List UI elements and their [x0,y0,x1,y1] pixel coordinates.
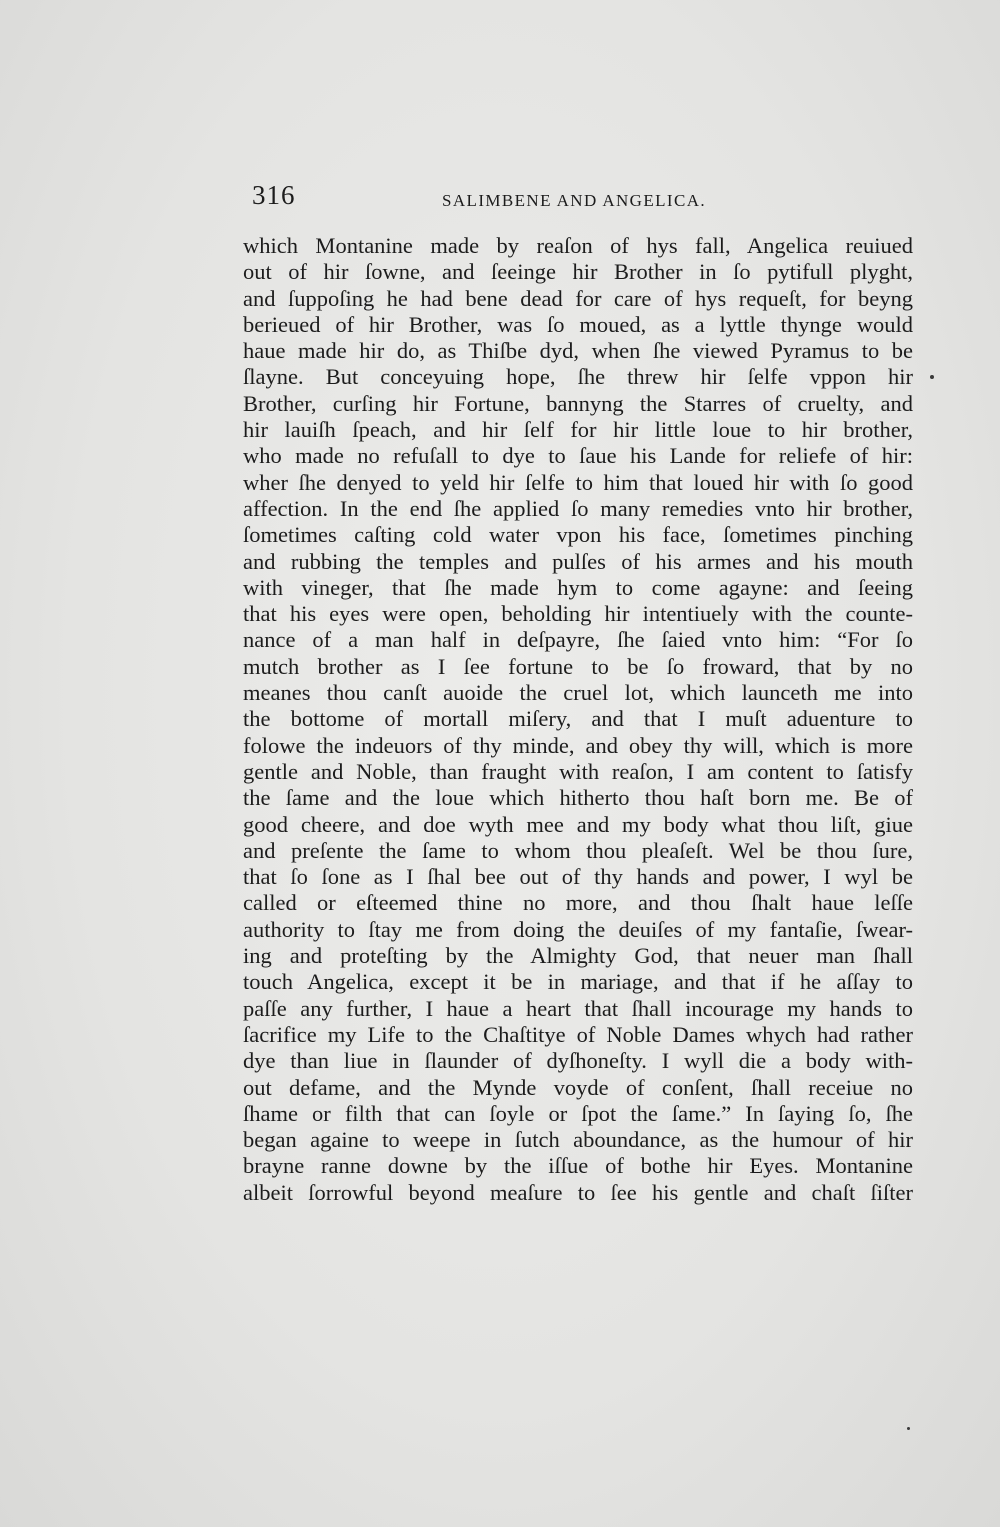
text-line: authority to ſtay me from doing the deuiſes of my fantaſie, ſwear- [243,916,913,942]
text-line: called or eſteemed thine no more, and thou ſhalt haue leſſe [243,890,913,916]
text-line: touch Angelica, except it be in mariage, and that if he aſſay to [243,969,913,995]
text-line: the bottome of mortall miſery, and that I muſt aduenture to [243,706,913,732]
text-line: gentle and Noble, than fraught with reaſon, I am content to ſatisfy [243,758,913,784]
text-line: which Montanine made by reaſon of hys fall, Angelica reuiued [243,233,913,258]
text-line: albeit ſorrowful beyond meaſure to ſee his gentle and chaſt ſiſter [243,1179,913,1205]
text-line: and preſente the ſame to whom thou pleaſeſt. Wel be thou ſure, [243,837,913,863]
text-line: nance of a man half in deſpayre, ſhe ſaied vnto him: “For ſo [243,627,913,653]
text-line: paſſe any further, I haue a heart that ſhall incourage my hands to [243,995,913,1021]
text-line: Brother, curſing hir Fortune, bannyng the Starres of cruelty, and [243,390,913,416]
text-line: dye than liue in ſlaunder of dyſhoneſty. I wyll die a body with- [243,1048,913,1074]
page-header [252,180,912,220]
text-line: and rubbing the temples and pulſes of his armes and his mouth [243,548,913,574]
text-line: berieued of hir Brother, was ſo moued, as a lyttle thynge would [243,311,913,337]
text-line: out of hir ſowne, and ſeeinge hir Brother in ſo pytifull plyght, [243,259,913,285]
text-line: meanes thou canſt auoide the cruel lot, which launceth me into [243,680,913,706]
text-line: who made no refuſall to dye to ſaue his Lande for reliefe of hir: [243,443,913,469]
text-line: folowe the indeuors of thy minde, and obey thy will, which is more [243,732,913,758]
text-line: wher ſhe denyed to yeld hir ſelfe to him that loued hir with ſo good [243,469,913,495]
text-line: ſacrifice my Life to the Chaſtitye of Noble Dames whych had rather [243,1021,913,1047]
text-line: mutch brother as I ſee fortune to be ſo froward, that by no [243,653,913,679]
page-number: 316 [252,180,296,210]
text-line: ing and proteſting by the Almighty God, that neuer man ſhall [243,943,913,969]
text-line: ſometimes caſting cold water vpon his face, ſometimes pinching [243,522,913,548]
text-line: hir lauiſh ſpeach, and hir ſelf for hir little loue to hir brother, [243,417,913,443]
text-line: with vineger, that ſhe made hym to come agayne: and ſeeing [243,574,913,600]
ink-speck [907,1427,910,1430]
text-line: that his eyes were open, beholding hir intentiuely with the counte- [243,601,913,627]
text-line: ſlayne. But conceyuing hope, ſhe threw hir ſelfe vppon hir [243,364,913,390]
text-line: began againe to weepe in ſutch aboundance, as the humour of hir [243,1127,913,1153]
text-line: and ſuppoſing he had bene dead for care of hys requeſt, for beyng [243,285,913,311]
text-line: that ſo ſone as I ſhal bee out of thy hands and power, I wyl be [243,864,913,890]
text-line: the ſame and the loue which hitherto thou haſt born me. Be of [243,785,913,811]
ink-speck [930,375,934,379]
text-line: out defame, and the Mynde voyde of conſent, ſhall receiue no [243,1074,913,1100]
text-line: good cheere, and doe wyth mee and my body what thou liſt, giue [243,811,913,837]
text-line: affection. In the end ſhe applied ſo many remedies vnto hir brother, [243,495,913,521]
text-line: ſhame or filth that can ſoyle or ſpot the ſame.” In ſaying ſo, ſhe [243,1100,913,1126]
running-title: SALIMBENE AND ANGELICA. [442,191,707,210]
body-text [243,233,913,1206]
text-line: haue made hir do, as Thiſbe dyd, when ſhe viewed Pyramus to be [243,338,913,364]
text-line: brayne ranne downe by the iſſue of bothe hir Eyes. Montanine [243,1153,913,1179]
